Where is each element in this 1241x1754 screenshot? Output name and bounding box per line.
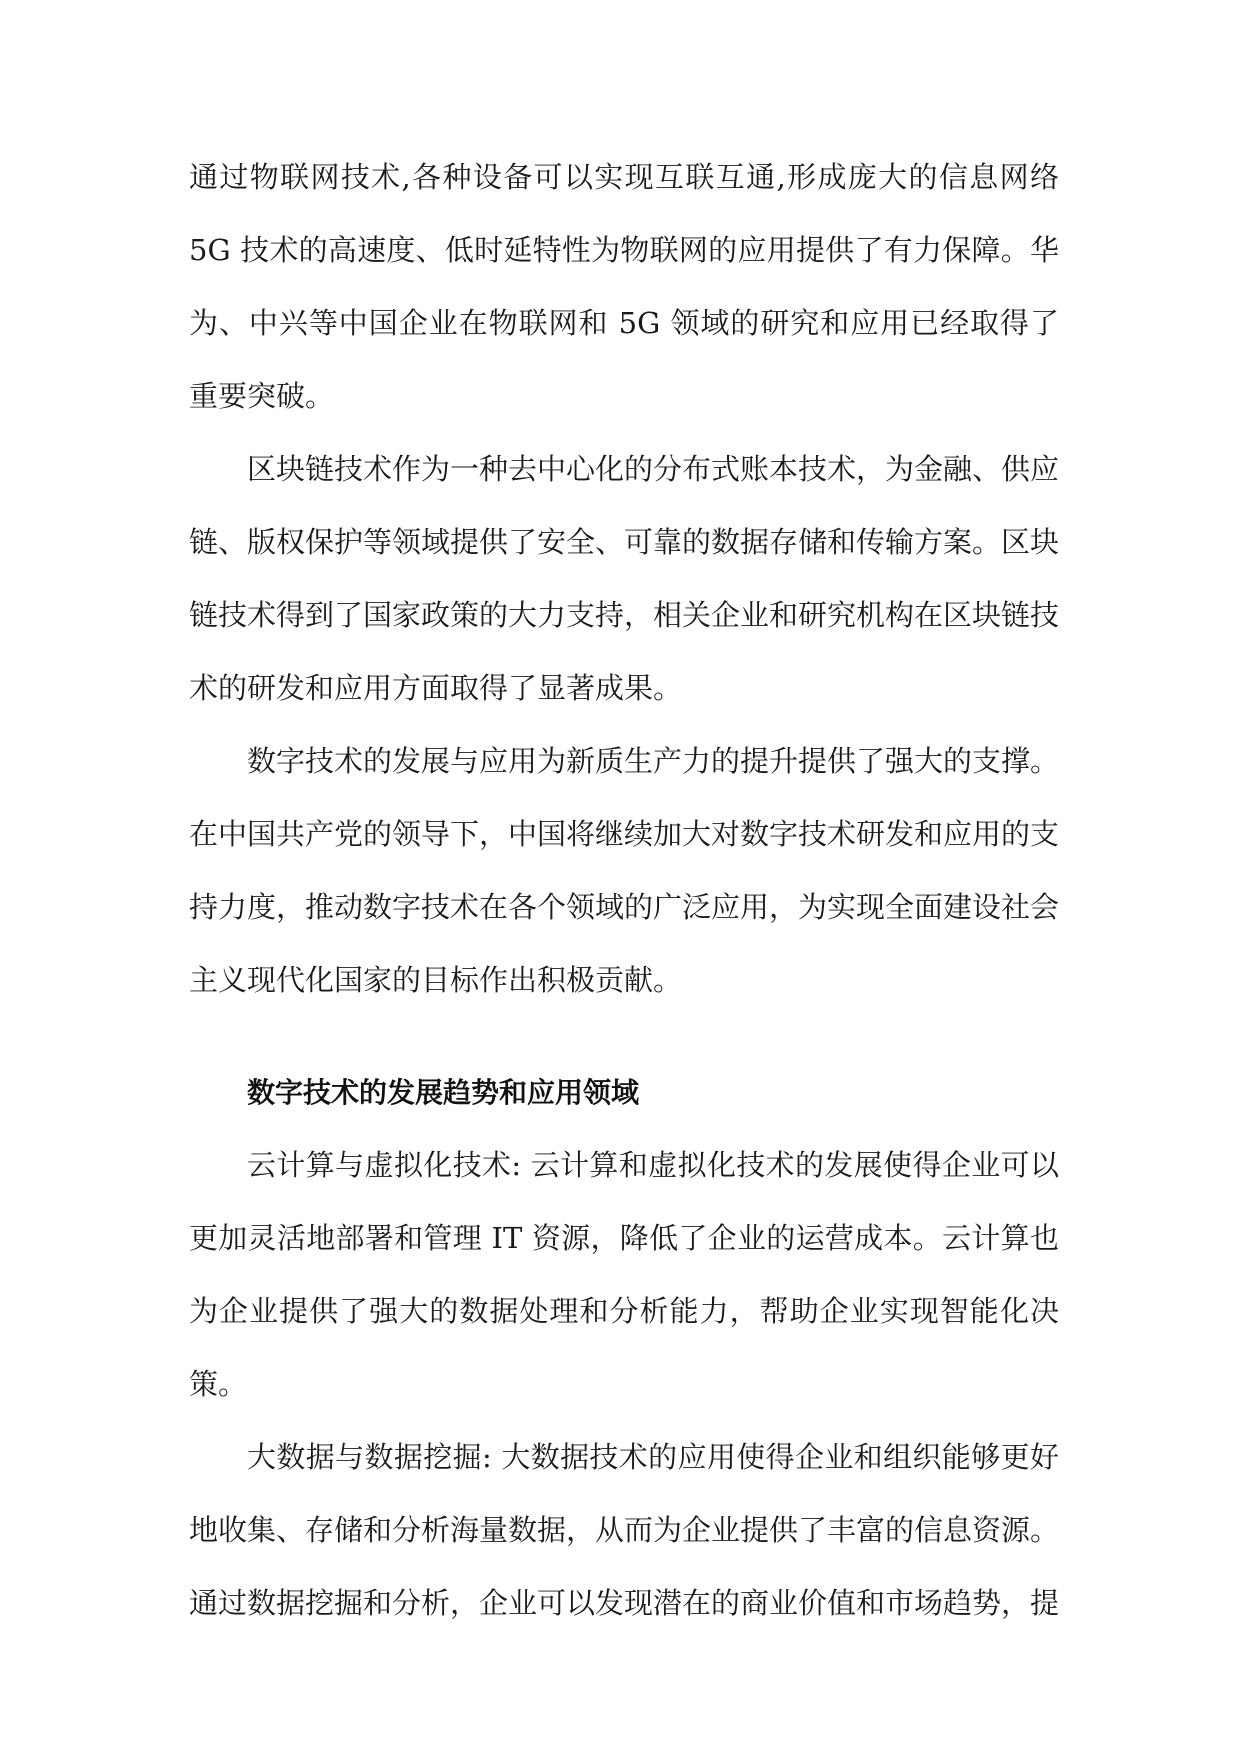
paragraph-cloud-computing: 云计算与虚拟化技术: 云计算和虚拟化技术的发展使得企业可以更加灵活地部署和管理 IT 资源，降低了企业的运营成本。云计算也为企业提供了强大的数据处理和分析能力，帮助企业实现智能化决策。 <box>189 1148 1059 1401</box>
paragraph-big-data: 大数据与数据挖掘: 大数据技术的应用使得企业和组织能够更好地收集、存储和分析海量数据，从而为企业提供了丰富的信息资源。通过数据挖掘和分析，企业可以发现潜在的商业价值和市场趋势，提 <box>189 1440 1060 1620</box>
document-body <box>189 141 1059 1640</box>
section-heading: 数字技术的发展趋势和应用领域 <box>247 1076 640 1109</box>
paragraph-iot-5g: 通过物联网技术,各种设备可以实现互联互通,形成庞大的信息网络 5G 技术的高速度、低时延特性为物联网的应用提供了有力保障。华为、中兴等中国企业在物联网和 5G 领域的研究和应用已经取得了重要突破。 <box>189 160 1059 413</box>
paragraph-blockchain: 区块链技术作为一种去中心化的分布式账本技术，为金融、供应链、版权保护等领域提供了安全、可靠的数据存储和传输方案。区块链技术得到了国家政策的大力支持，相关企业和研究机构在区块链技术的研发和应用方面取得了显著成果。 <box>189 452 1060 705</box>
paragraph-digital-support: 数字技术的发展与应用为新质生产力的提升提供了强大的支撑。在中国共产党的领导下，中国将继续加大对数字技术研发和应用的支持力度，推动数字技术在各个领域的广泛应用，为实现全面建设社会主义现代化国家的目标作出积极贡献。 <box>189 744 1060 997</box>
